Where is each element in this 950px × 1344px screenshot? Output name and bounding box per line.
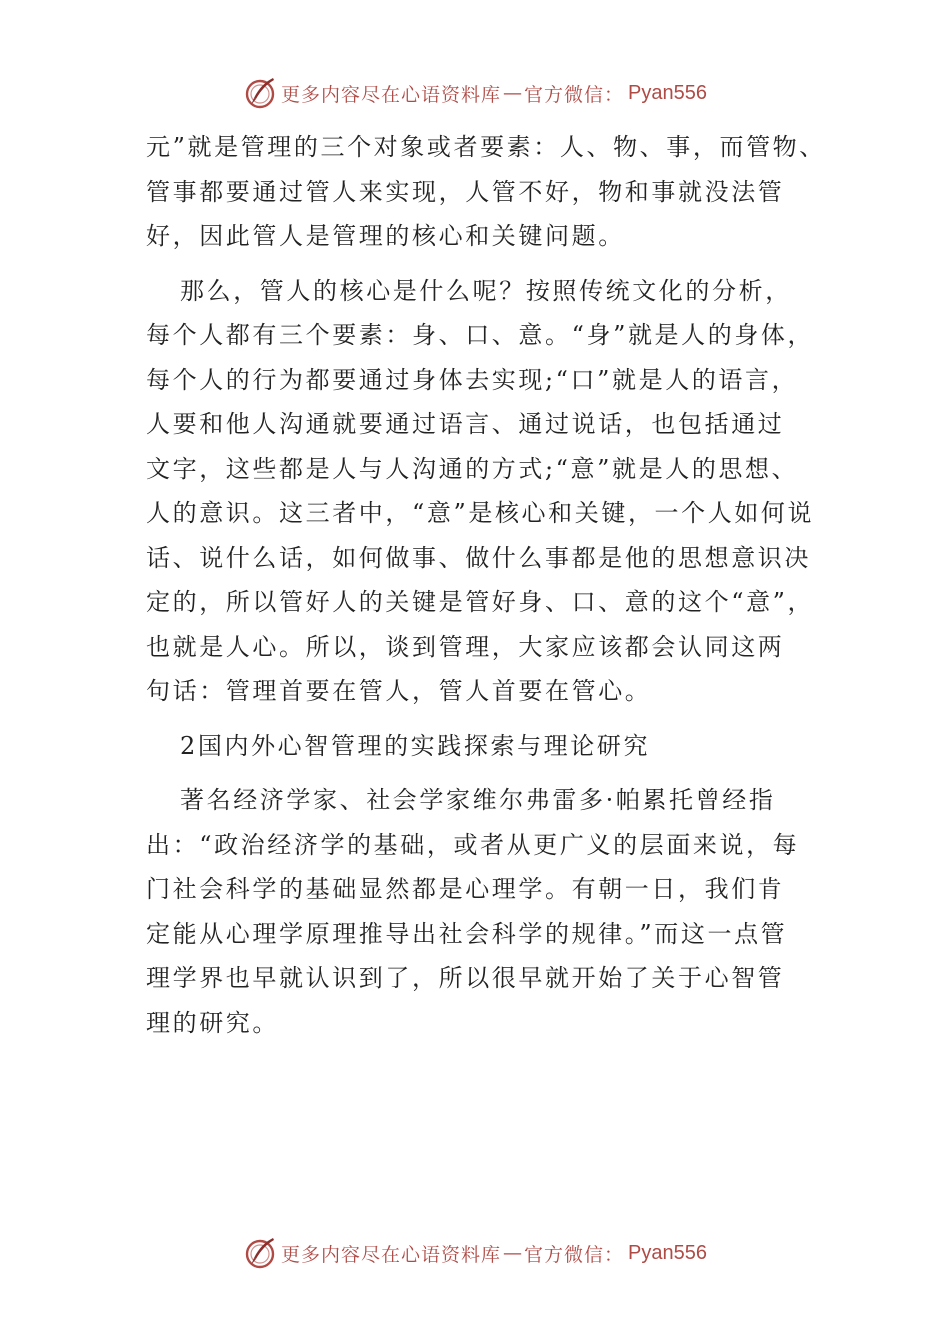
footer-brand-text: 更多内容尽在心语资料库 — [281, 1243, 502, 1266]
text-line: 文字，这些都是人与人沟通的方式;“意”就是人的思想、 — [146, 454, 799, 483]
text-line: 每个人的行为都要通过身体去实现;“口”就是人的语言， — [146, 365, 799, 394]
text-line: 著名经济学家、社会学家维尔弗雷多·帕累托曾经指 — [180, 786, 776, 814]
text-line: 管事都要通过管人来实现，人管不好，物和事就没法管 — [146, 177, 785, 206]
text-line: 理的研究。 — [146, 1008, 279, 1037]
document-body — [146, 125, 826, 1045]
paragraph-1 — [146, 125, 826, 259]
text-line: 理学界也早就认识到了，所以很早就开始了关于心智管 — [146, 964, 785, 992]
feather-pen-logo-icon — [243, 76, 277, 110]
footer-wechat-label: 官方微信： — [524, 1243, 625, 1266]
text-line: 也就是人心。所以，谈到管理，大家应该都会认同这两 — [146, 632, 785, 661]
header-wechat-label: 官方微信： — [524, 83, 625, 106]
page-footer-banner — [0, 1233, 950, 1273]
text-line: 那么，管人的核心是什么呢？按照传统文化的分析， — [180, 276, 792, 305]
paragraph-3 — [146, 778, 826, 1045]
text-line: 句话：管理首要在管人，管人首要在管心。 — [146, 677, 652, 705]
paragraph-2 — [146, 269, 826, 714]
text-line: 出：“政治经济学的基础，或者从更广义的层面来说，每 — [146, 830, 800, 859]
text-line: 元”就是管理的三个对象或者要素：人、物、事，而管物、 — [146, 133, 826, 161]
section-heading — [146, 724, 826, 769]
text-line: 人要和他人沟通就要通过语言、通过说话，也包括通过 — [146, 410, 785, 438]
text-line: 定能从心理学原理推导出社会科学的规律。”而这一点管 — [146, 919, 788, 948]
footer-separator: — — [503, 1242, 523, 1264]
text-line: 好，因此管人是管理的核心和关键问题。 — [146, 222, 625, 250]
header-separator: — — [503, 82, 523, 104]
text-line: 人的意识。这三者中，“意”是核心和关键，一个人如何说 — [146, 499, 815, 527]
header-wechat-id: Pyan556 — [628, 81, 707, 104]
text-line: 每个人都有三个要素：身、口、意。“身”就是人的身体， — [146, 321, 815, 349]
text-line: 定的，所以管好人的关键是管好身、口、意的这个“意”， — [146, 588, 815, 616]
feather-pen-logo-icon — [243, 1236, 277, 1270]
footer-wechat-id: Pyan556 — [628, 1241, 707, 1264]
page-header-banner — [0, 73, 950, 113]
header-brand-text: 更多内容尽在心语资料库 — [281, 83, 502, 106]
heading-text: 2国内外心智管理的实践探索与理论研究 — [180, 731, 651, 760]
text-line: 话、说什么话，如何做事、做什么事都是他的思想意识决 — [146, 543, 811, 572]
text-line: 门社会科学的基础显然都是心理学。有朝一日，我们肯 — [146, 875, 785, 903]
